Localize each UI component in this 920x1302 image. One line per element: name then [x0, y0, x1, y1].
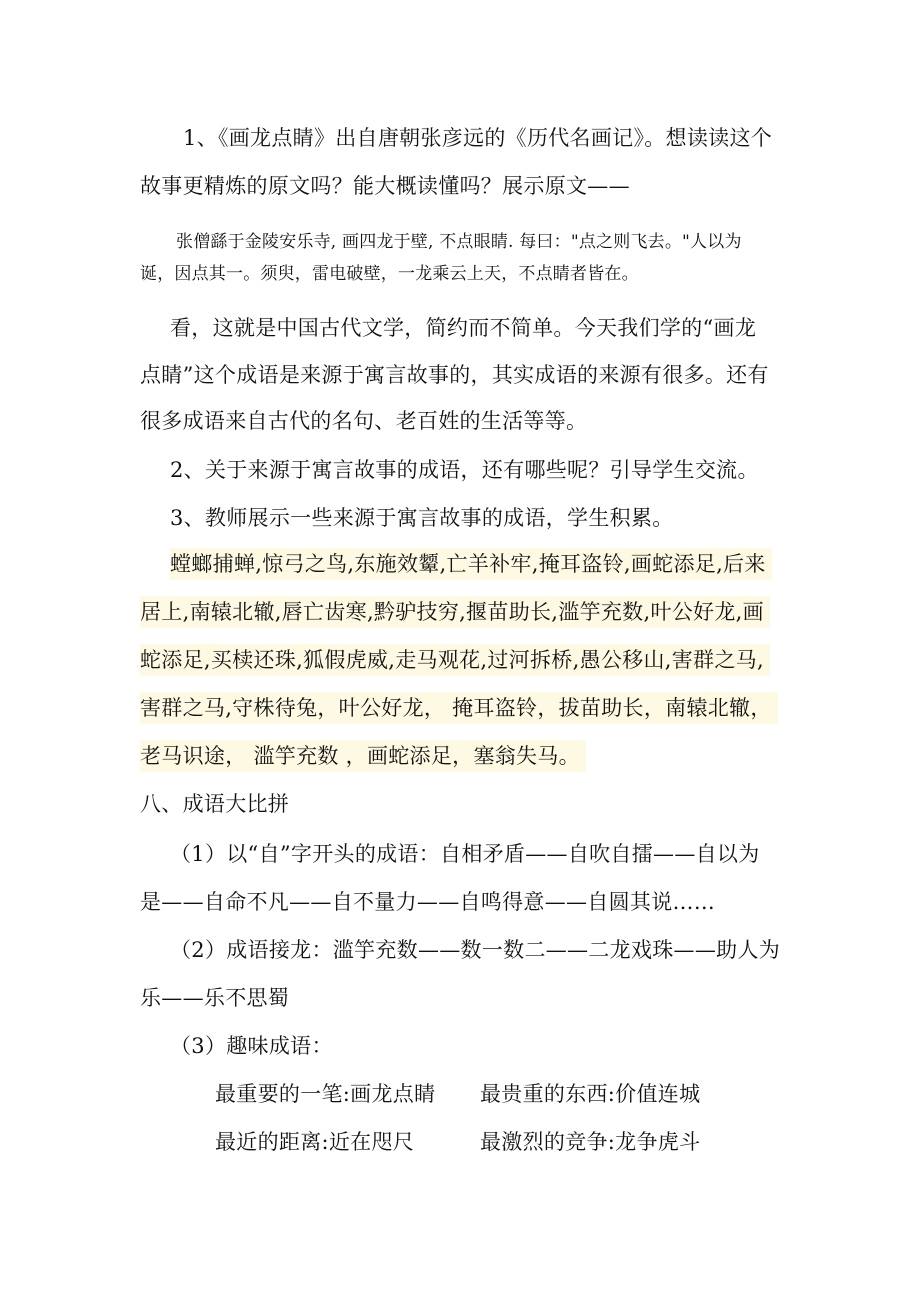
classical-quote-line-1: 张僧繇于金陵安乐寺, 画四龙于壁, 不点眼睛. 每曰："点之则飞去。"人以为 — [176, 232, 742, 252]
item-1-line-1: （1）以“自”字开头的成语：自相矛盾——自吹自擂——自以为 — [170, 842, 760, 866]
paragraph-explain-line-3: 很多成语来自古代的名句、老百姓的生活等等。 — [140, 409, 588, 433]
item-2-line-1: （2）成语接龙：滥竽充数——数一数二——二龙戏珠——助人为 — [170, 938, 781, 962]
item-2-line-2: 乐——乐不思蜀 — [140, 986, 290, 1010]
idiom-list-line-1 — [170, 549, 772, 579]
idiom-list-line-4 — [140, 693, 778, 723]
paragraph-origin-line-1: 1、《画龙点睛》出自唐朝张彦远的《历代名画记》。想读读这个 — [183, 126, 773, 150]
idiom-list-line-5 — [140, 741, 586, 771]
classical-quote-line-2: 诞，因点其一。须臾，雷电破壁，一龙乘云上天，不点睛者皆在。 — [140, 264, 639, 284]
fun-idiom-row-1-right: 最贵重的东西:价值连城 — [480, 1082, 701, 1106]
section-heading: 八、成语大比拼 — [140, 792, 290, 816]
idiom-list-text-1: 螳螂捕蝉,惊弓之鸟,东施效颦,亡羊补牢,掩耳盗铃,画蛇添足,后来 — [170, 548, 772, 580]
paragraph-origin-line-2: 故事更精炼的原文吗？能大概读懂吗？展示原文—— — [140, 174, 630, 198]
fun-idiom-row-2-left: 最近的距离:近在咫尺 — [215, 1130, 415, 1154]
item-1-line-2: 是——自命不凡——自不量力——自鸣得意——自圆其说…… — [140, 890, 716, 914]
idiom-list-line-3 — [140, 645, 770, 675]
paragraph-explain-line-1: 看，这就是中国古代文学，简约而不简单。今天我们学的“画龙 — [170, 316, 757, 340]
idiom-list-text-3: 蛇添足,买椟还珠,狐假虎威,走马观花,过河拆桥,愚公移山,害群之马, — [140, 644, 770, 676]
paragraph-explain-line-2: 点睛”这个成语是来源于寓言故事的，其实成语的来源有很多。还有 — [140, 363, 769, 387]
idiom-list-line-2 — [140, 597, 770, 627]
fun-idiom-row-2-right: 最激烈的竞争:龙争虎斗 — [480, 1130, 701, 1154]
item-3-heading: （3）趣味成语： — [170, 1034, 333, 1058]
fun-idiom-row-1-left: 最重要的一笔:画龙点睛 — [215, 1082, 436, 1106]
idiom-list-text-5: 老马识途， 滥竽充数 ，画蛇添足，塞翁失马。 — [140, 740, 586, 772]
idiom-list-text-2: 居上,南辕北辙,唇亡齿寒,黔驴技穷,揠苗助长,滥竽充数,叶公好龙,画 — [140, 596, 770, 628]
idiom-list-text-4: 害群之马,守株待兔，叶公好龙， 掩耳盗铃，拔苗助长，南辕北辙， — [140, 692, 778, 724]
paragraph-question: 2、关于来源于寓言故事的成语，还有哪些呢？引导学生交流。 — [170, 458, 759, 482]
paragraph-teacher-show: 3、教师展示一些来源于寓言故事的成语，学生积累。 — [170, 506, 674, 530]
